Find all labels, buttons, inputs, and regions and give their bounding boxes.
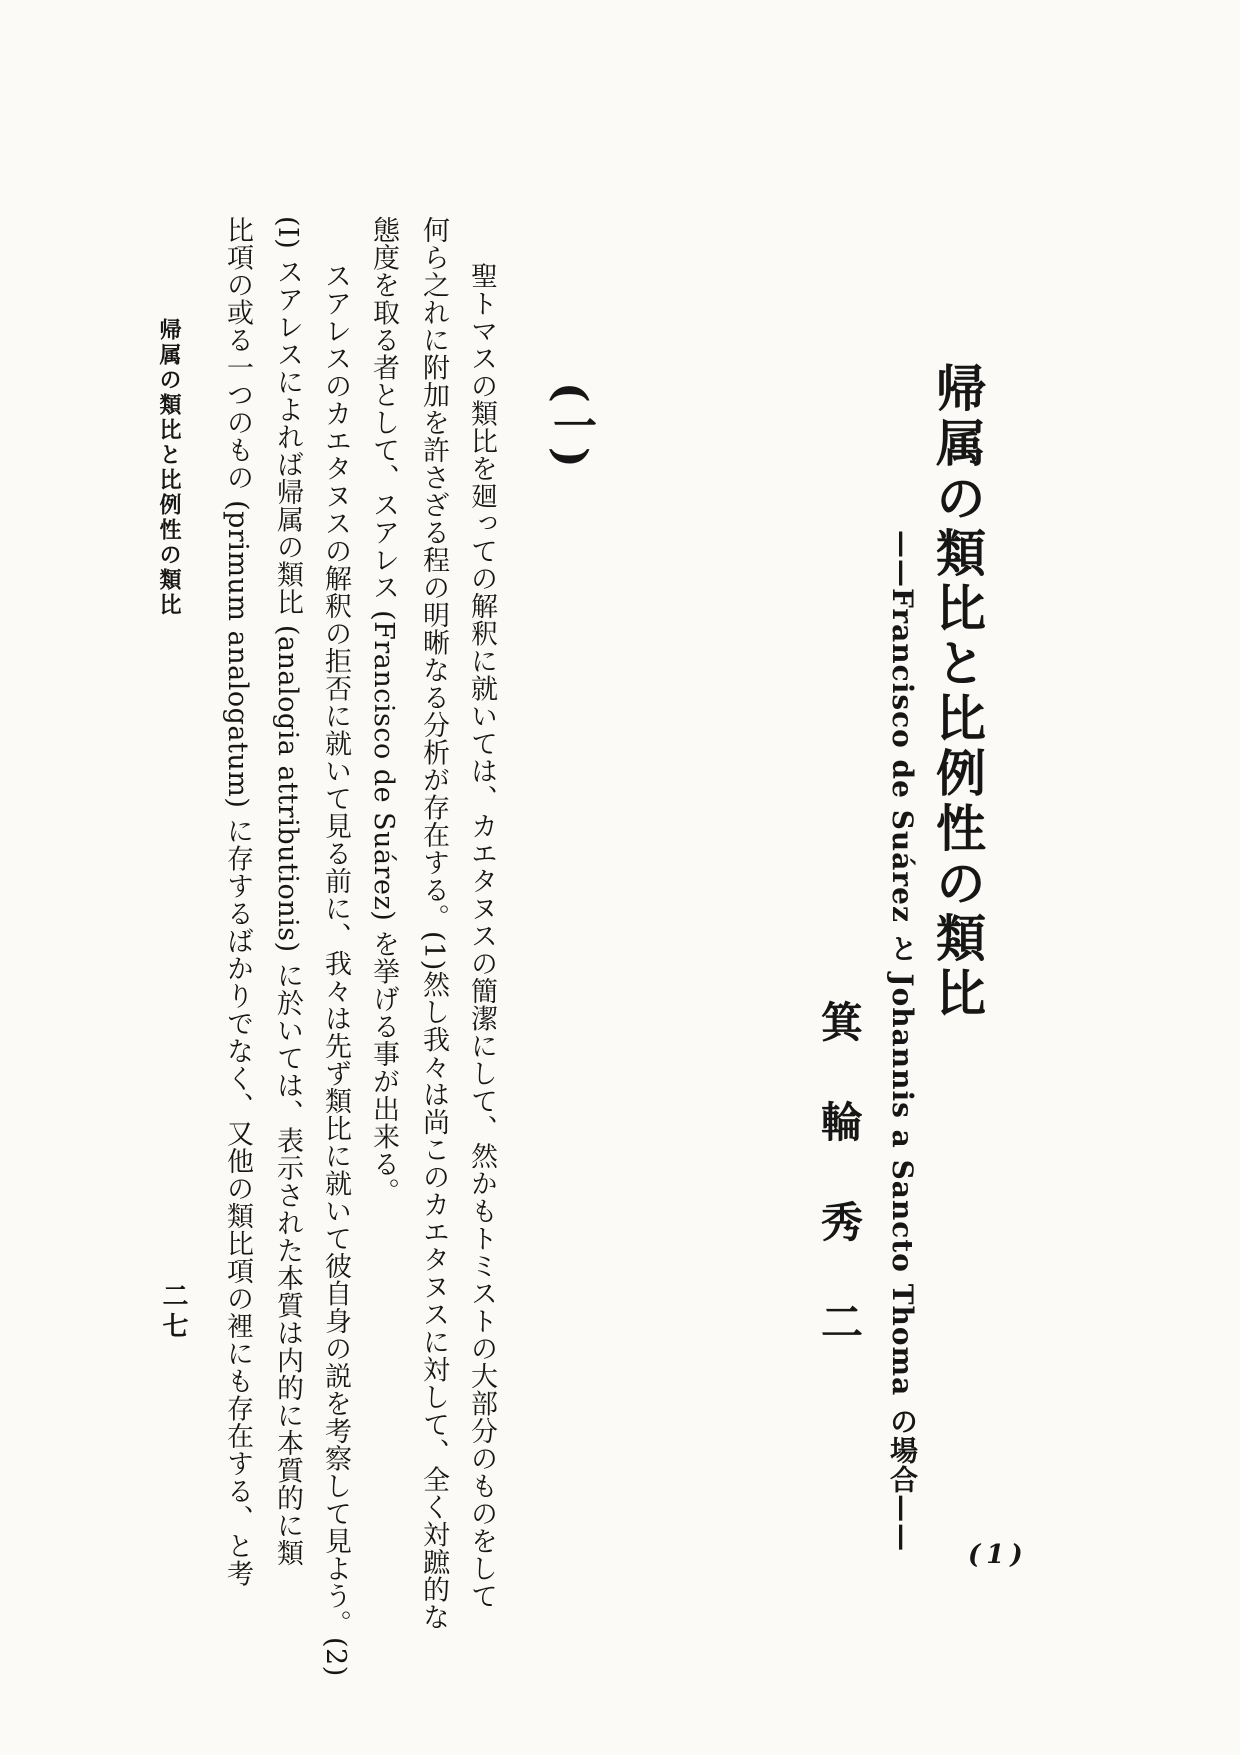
article-title: 帰属の類比と比例性の類比: [928, 362, 987, 1022]
page-marker: (1): [968, 1540, 1029, 1570]
body-line: 比項の或る一つのもの (primum analogatum) に存するばかりでなく、又他の類比項の裡にも存在する、と考: [222, 216, 253, 1588]
body-line: スアレスのカエタヌスの解釈の拒否に就いて見る前に、我々は先ず類比に就いて彼自身の説を考察して見よう。(2): [320, 262, 351, 1677]
section-heading: (一): [545, 382, 596, 468]
page-number: 二七: [158, 1282, 188, 1342]
running-title: 帰属の類比と比例性の類比: [156, 318, 182, 618]
article-subtitle: ——Francisco de Suárez と Johannis a Sancto Thoma の場合——: [886, 530, 919, 1553]
author-name: 箕輪秀二: [815, 1000, 864, 1400]
body-line: (I) スアレスによれば帰属の類比 (analogia attributionis) に於いては、表示された本質は内的に本質的に類: [272, 216, 303, 1567]
body-line: 聖トマスの類比を廻っての解釈に就いては、カエタヌスの簡潔にして、然かもトミストの大部分のものをして: [466, 262, 497, 1610]
body-line: 何ら之れに附加を許さざる程の明晰なる分析が存在する。(1)然し我々は尚このカエタヌスに対して、全く対蹠的な: [418, 216, 449, 1631]
body-line: 態度を取る者として、スアレス (Francisco de Suárez) を挙げる事が出来る。: [368, 216, 399, 1206]
